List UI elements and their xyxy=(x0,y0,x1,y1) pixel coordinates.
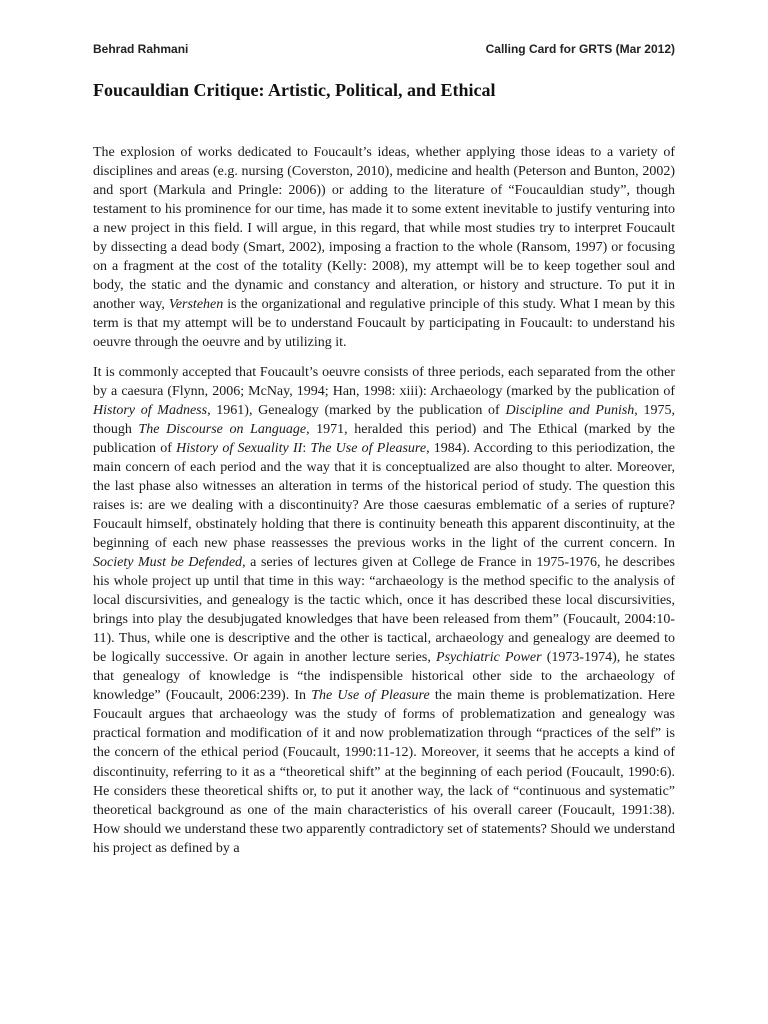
paragraph-1 xyxy=(93,143,675,353)
italic-title: History of Sexuality II xyxy=(176,440,303,456)
text-run: (1973-1974), he states that genealogy of knowledge is “the indispensible historical other side to the archaeology of knowledge” (Foucault, 2006:239). In xyxy=(93,650,675,704)
text-run: The explosion of works dedicated to Foucault’s ideas, whether applying those ideas to a variety of disciplines and areas (e.g. nursing (Coverston, 2010), medicine and health (Peterson and Bunton, 2002) and sport (Markula and Pringle: 2006)) or adding to the literature of “Foucauldian study”, though testament to his prominence for our time, has made it to some extent inevitable to justify venturing into a new project in this field. I will argue, in this regard, that while most studies try to interpret Foucault by dissecting a dead body (Smart, 2002), imposing a fraction to the whole (Ransom, 1997) or focusing on a fragment at the cost of the totality (Kelly: 2008), my attempt will be to keep together soul and body, the static and the dynamic and constancy and alteration, or history and structure. To put it in another way, xyxy=(93,145,675,313)
italic-title: Discipline and Punish xyxy=(505,402,635,418)
italic-title: The Use of Pleasure xyxy=(311,688,430,704)
text-run: : xyxy=(302,440,311,456)
italic-title: Psychiatric Power xyxy=(436,650,542,666)
paragraph-2 xyxy=(93,363,675,858)
text-run: , 1971, heralded this period) and The Ethical (marked by the publication of xyxy=(93,421,676,456)
text-run: , 1984). According to this periodization, the main concern of each period and the way that it is conceptualized are also thought to alter. Moreover, the last phase also witnesses an alteration in terms of the historical period of study. The question this raises is: are we dealing with a discontinuity? Are those caesuras emblematic of a series of rupture? Foucault himself, obstinately holding that there is continuity beneath this apparent discontinuity, at the beginning of each new phase reassesses the previous works in the light of the current concern. In xyxy=(93,440,676,551)
italic-title: The Use of Pleasure xyxy=(310,440,427,456)
text-run: , a series of lectures given at College de France in 1975-1976, he describes his whole project up until that time in this way: “archaeology is the method specific to the analysis of local discursivities, and genealogy is the tactic which, once it has described these local discursivities, brings into play the desubjugated knowledges that have been released from them” (Foucault, 2004:10-11). Thus, while one is descriptive and the other is tactical, archaeology and genealogy are deemed to be logically successive. Or again in another lecture series, xyxy=(93,554,675,666)
italic-title: Society Must be Defended xyxy=(93,554,243,570)
text-run: the main theme is problematization. Here Foucault argues that archaeology was the study of forms of problematization and genealogy was practical formation and modification of it and now problematization through “practices of the self” is the concern of the ethical period (Foucault, 1990:11-12). Moreover, it seems that he accepts a kind of discontinuity, referring to it as a “theoretical shift” at the beginning of each period (Foucault, 1990:6). He considers these theoretical shifts or, to put it another way, the lack of “continuous and systematic” theoretical background as one of the main characteristics of his overall career (Foucault, 1991:38). How should we understand these two apparently contradictory set of statements? Should we understand his project as defined by a xyxy=(93,688,675,856)
italic-title: History of Madness xyxy=(93,402,208,418)
header-author: Behrad Rahmani xyxy=(93,42,189,56)
italic-title: The Discourse on Language xyxy=(138,421,307,437)
document-body xyxy=(93,143,675,868)
document-title: Foucauldian Critique: Artistic, Political, and Ethical xyxy=(93,80,496,100)
text-run: It is commonly accepted that Foucault’s oeuvre consists of three periods, each separated from the other by a caesura (Flynn, 2006; McNay, 1994; Han, 1998: xiii): Archaeology (marked by the publication of xyxy=(93,364,675,399)
header-label: Calling Card for GRTS (Mar 2012) xyxy=(485,42,675,56)
italic-term: Verstehen xyxy=(168,297,224,313)
text-run: , 1975, though xyxy=(93,402,676,437)
text-run: is the organizational and regulative principle of this study. What I mean by this term is that my attempt will be to understand Foucault by participating in Foucault: to understand his oeuvre through the oeuvre and by utilizing it. xyxy=(93,297,675,351)
text-run: , 1961), Genealogy (marked by the publication of xyxy=(207,402,506,418)
